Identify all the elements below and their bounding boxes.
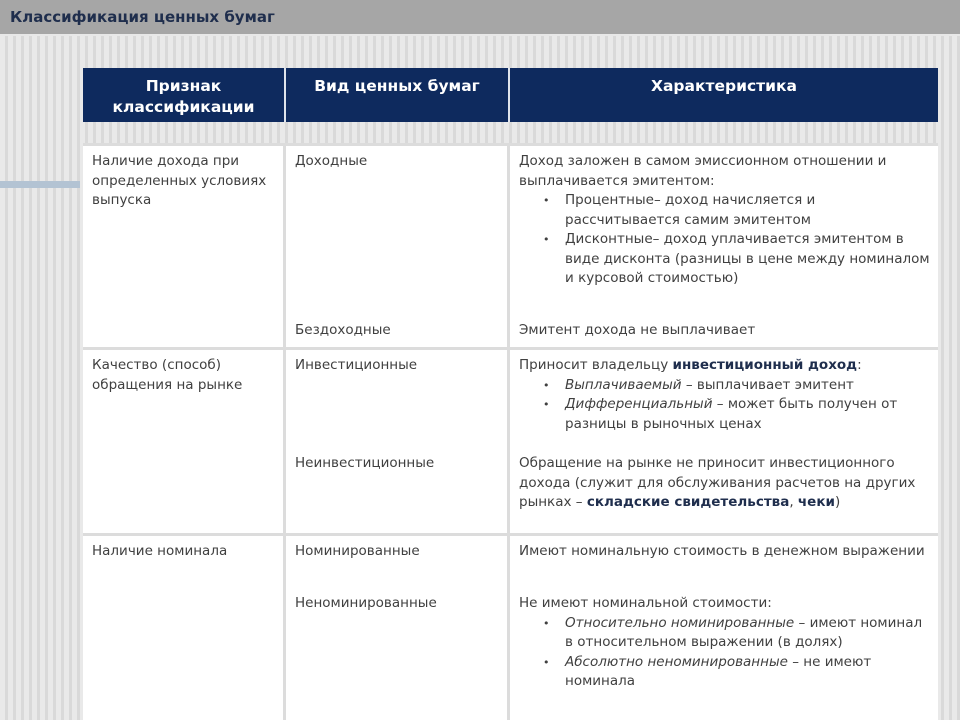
list-item: • Дисконтные– доход уплачивается эмитентом в виде дисконта (разницы в цене между номиналом и курсовой стоимостью) [543,231,930,286]
type-name: Неинвестиционные [295,455,435,471]
bullet-list [519,376,930,435]
list-item: • Абсолютно неноминированные – не имеют номинала [543,653,872,689]
characteristic-cell [510,350,938,533]
bullet-list [519,614,930,692]
characteristic-text: Не имеют номинальной стоимости: [519,595,772,611]
criterion-cell: Наличие номинала [83,536,286,720]
type-name: Бездоходные [295,322,391,338]
header-criterion: Признак классификации [83,68,286,122]
criterion-cell: Качество (способ) обращения на рынке [83,350,286,533]
header-characteristic: Характеристика [651,77,797,95]
type-name: Неноминированные [295,595,437,611]
table-row [83,536,938,720]
characteristic-text: Приносит владельцу инвестиционный доход: [519,357,862,373]
characteristic-cell [510,536,938,720]
list-item: • Относительно номинированные – имеют номинал в относительном выражении (в долях) [543,614,923,650]
bullet-icon: • [543,655,550,669]
bullet-icon: • [543,233,550,246]
bullet-icon: • [543,398,550,411]
characteristic-text: Доход заложен в самом эмиссионном отношении и выплачивается эмитентом: [519,153,887,189]
table-row [83,146,938,350]
list-item: • Выплачиваемый – выплачивает эмитент [565,376,930,396]
header-type: Вид ценных бумаг [286,68,510,122]
title-underline [0,34,960,36]
bullet-list [519,191,930,289]
type-name: Номинированные [295,543,420,559]
list-item: • Дифференциальный – может быть получен от разницы в рыночных ценах [543,396,898,432]
type-cell [286,536,510,720]
title-bar [0,0,960,36]
slide-title: Классификация ценных бумаг [10,8,275,26]
type-cell [286,146,510,347]
characteristic-text: Имеют номинальную стоимость в денежном выражении [519,543,925,559]
table-row [83,350,938,536]
bullet-icon: • [543,194,550,207]
type-name: Доходные [295,153,368,169]
characteristic-text: Эмитент дохода не выплачивает [519,322,756,338]
type-name: Инвестиционные [295,357,418,373]
list-item: • Процентные– доход начисляется и рассчитывается самим эмитентом [543,192,816,228]
characteristic-block [519,594,930,692]
bullet-icon: • [543,378,550,392]
type-cell [286,350,510,533]
characteristic-text: Обращение на рынке не приносит инвестиционного дохода (служит для обслуживания расчетов на других рынках – складские свидетельства, чеки) [519,455,916,510]
bullet-icon: • [543,616,550,630]
characteristic-cell [510,146,938,347]
classification-table [83,143,938,720]
table-header [83,68,938,122]
criterion-cell: Наличие дохода при определенных условиях выпуска [83,146,286,347]
left-accent-bar [0,181,80,188]
